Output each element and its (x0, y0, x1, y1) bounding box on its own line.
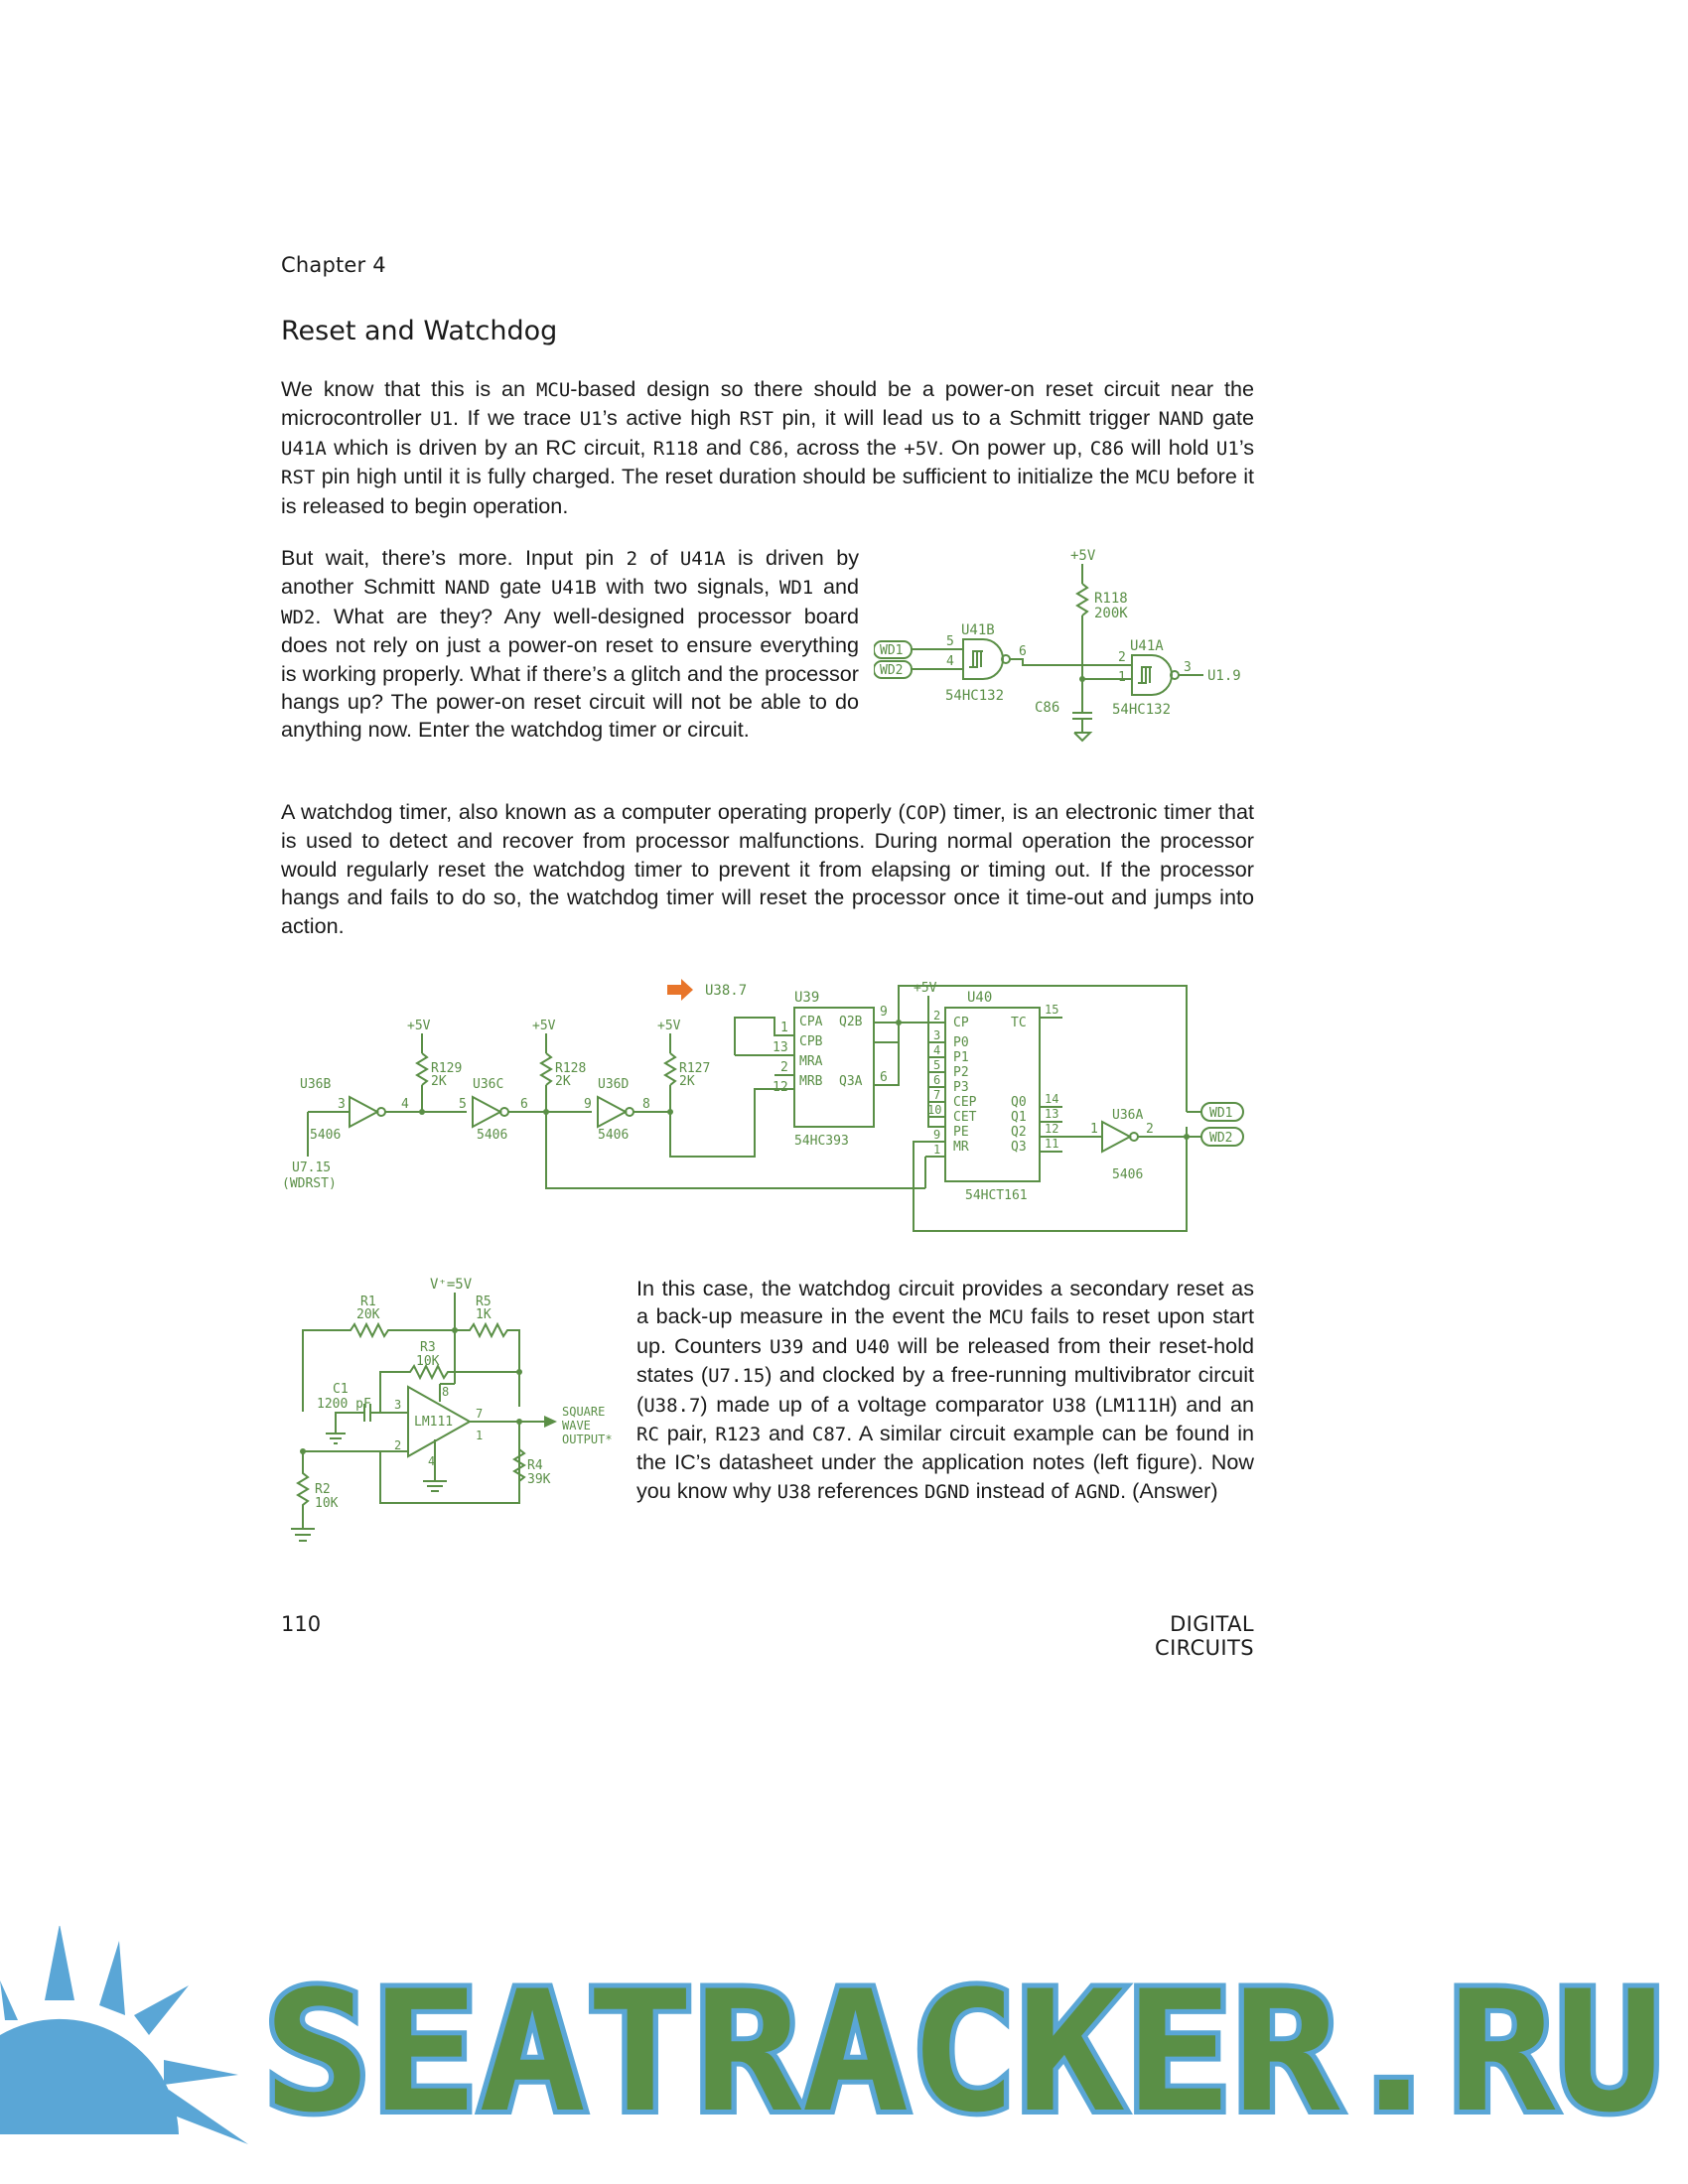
svg-text:CET: CET (953, 1110, 977, 1125)
inline-code: C86 (1089, 437, 1125, 460)
text-run: which is driven by an RC circuit, (326, 434, 653, 460)
u36b-inverter (350, 1097, 377, 1127)
u41b-gate (963, 639, 1003, 679)
svg-text:10K: 10K (416, 1354, 440, 1369)
svg-text:U36B: U36B (300, 1077, 332, 1092)
page-number: 110 (281, 1612, 322, 1636)
inline-code: NAND (1158, 408, 1204, 431)
u7-15-label: U7.15 (292, 1160, 332, 1175)
c86-label: C86 (1035, 700, 1060, 716)
text-run: with two signals, (596, 574, 779, 600)
svg-text:R129: R129 (431, 1061, 463, 1076)
inline-code: R118 (652, 437, 699, 460)
svg-text:P1: P1 (953, 1050, 969, 1065)
svg-text:8: 8 (442, 1385, 450, 1399)
svg-text:2K: 2K (431, 1074, 447, 1089)
svg-text:+5V: +5V (914, 981, 937, 996)
svg-text:5406: 5406 (477, 1128, 508, 1143)
svg-text:7: 7 (476, 1407, 484, 1421)
text-run: pair, (658, 1421, 716, 1446)
text-run: and (813, 574, 859, 600)
svg-text:8: 8 (642, 1097, 650, 1112)
svg-text:CP: CP (953, 1016, 969, 1030)
text-run: references (810, 1477, 924, 1503)
paragraph-watchdog-intro (281, 544, 859, 745)
wd1-tag: WD1 (880, 643, 904, 658)
svg-text:CEP: CEP (953, 1095, 977, 1110)
inline-code: MCU (1135, 467, 1171, 489)
svg-text:4: 4 (401, 1097, 409, 1112)
text-run: instead of (969, 1477, 1075, 1503)
multivibrator-figure (281, 1273, 624, 1561)
inline-code: 2 (626, 548, 638, 570)
inline-code: U38 (776, 1480, 811, 1503)
svg-text:7: 7 (933, 1088, 941, 1102)
inline-code: U41A (679, 548, 726, 570)
watermark (0, 1926, 1688, 2184)
inline-code: NAND (444, 577, 491, 600)
inline-code: U1 (579, 408, 603, 431)
u36c-inverter (473, 1097, 500, 1127)
u39-label: U39 (794, 990, 820, 1006)
svg-text:U36A: U36A (1112, 1108, 1144, 1123)
u41b-label: U41B (961, 622, 995, 638)
text-run: ) and an (1170, 1391, 1254, 1417)
svg-text:CPA: CPA (799, 1015, 823, 1029)
chapter-label: Chapter 4 (281, 253, 386, 277)
u36d-inverter (598, 1097, 626, 1127)
svg-text:2: 2 (933, 1009, 941, 1023)
svg-text:+5V: +5V (532, 1019, 556, 1033)
u40-label: U40 (967, 990, 993, 1006)
inline-code: LM111H (1101, 1394, 1171, 1417)
svg-text:TC: TC (1011, 1016, 1027, 1030)
text-run: -based design so there should be a power-on reset circuit near the microcontroller (281, 376, 1254, 431)
svg-text:P3: P3 (953, 1080, 969, 1095)
svg-text:2: 2 (780, 1060, 788, 1075)
svg-text:6: 6 (880, 1070, 888, 1085)
watchdog-circuit-figure (278, 968, 1271, 1246)
inline-code: U7.15 (708, 1365, 766, 1388)
inline-code: U40 (855, 1335, 890, 1358)
svg-text:LM111: LM111 (414, 1415, 454, 1430)
text-run: will be released from their reset-hold states ( (636, 1332, 1255, 1388)
inline-code: R123 (715, 1424, 762, 1446)
svg-text:54HCT161: 54HCT161 (965, 1188, 1028, 1203)
text-run: ) and clocked by a free-running multivibrator circuit ( (636, 1362, 1254, 1417)
u38-7-label: U38.7 (705, 983, 748, 999)
svg-text:SQUARE: SQUARE (562, 1405, 606, 1419)
text-run: . If we trace (453, 405, 580, 431)
svg-text:2: 2 (1146, 1122, 1154, 1137)
reset-circuit-figure (874, 544, 1271, 752)
svg-text:11: 11 (1045, 1137, 1059, 1151)
svg-text:20K: 20K (356, 1307, 380, 1322)
svg-text:5: 5 (459, 1097, 467, 1112)
inline-code: RC (636, 1424, 659, 1446)
inline-code: COP (905, 802, 940, 824)
text-run: ’s (1238, 434, 1255, 460)
inline-code: AGND (1074, 1480, 1121, 1503)
running-title: DIGITAL CIRCUITS (1155, 1612, 1254, 1660)
text-run: is driven by another Schmitt (281, 545, 860, 600)
u41a-label: U41A (1130, 638, 1164, 654)
svg-text:P2: P2 (953, 1065, 969, 1080)
svg-text:9: 9 (933, 1128, 941, 1142)
svg-text:Q1: Q1 (1011, 1110, 1027, 1125)
text-run: gate (490, 574, 551, 600)
text-run: and (698, 434, 750, 460)
text-run: But wait, there’s more. Input pin (281, 545, 627, 570)
svg-text:15: 15 (1045, 1003, 1059, 1017)
u41a-gate (1132, 655, 1172, 695)
text-run: pin, it will lead us to a Schmitt trigger (773, 405, 1159, 431)
svg-text:Q3: Q3 (1011, 1140, 1027, 1155)
svg-text:5: 5 (933, 1058, 941, 1072)
svg-text:10: 10 (927, 1103, 942, 1117)
text-run: , across the (782, 434, 905, 460)
text-run: and (761, 1421, 812, 1446)
r118-value: 200K (1094, 606, 1128, 621)
inline-code: U1 (430, 408, 454, 431)
u36a-inverter (1102, 1122, 1130, 1152)
svg-text:R2: R2 (315, 1482, 331, 1497)
u1-9-label: U1.9 (1207, 668, 1241, 684)
svg-text:R3: R3 (420, 1340, 436, 1355)
svg-text:5406: 5406 (598, 1128, 630, 1143)
r118-label: R118 (1094, 591, 1128, 607)
text-run: In this case, the watchdog circuit provides a secondary reset as a back-up measure in the event the (636, 1276, 1254, 1329)
inline-code: U39 (769, 1335, 804, 1358)
svg-text:3: 3 (1184, 660, 1192, 675)
section-title: Reset and Watchdog (281, 316, 558, 346)
text-run: and (803, 1332, 856, 1358)
text-run: pin high until it is fully charged. The reset duration should be sufficient to initialize the (315, 464, 1136, 489)
svg-text:MRB: MRB (799, 1074, 823, 1089)
svg-text:2K: 2K (679, 1074, 695, 1089)
text-run: A watchdog timer, also known as a computer operating properly ( (281, 799, 906, 824)
svg-text:1K: 1K (476, 1307, 492, 1322)
inline-code: U41A (281, 437, 327, 460)
svg-text:1: 1 (476, 1429, 484, 1442)
svg-text:OUTPUT*: OUTPUT* (562, 1433, 613, 1446)
svg-text:MRA: MRA (799, 1054, 823, 1069)
svg-text:54HC132: 54HC132 (945, 688, 1005, 704)
svg-text:12: 12 (1045, 1122, 1059, 1136)
svg-text:39K: 39K (527, 1472, 551, 1487)
inline-code: C87 (811, 1424, 847, 1446)
inline-code: WD2 (281, 606, 316, 628)
wd2-tag: WD2 (1209, 1131, 1233, 1146)
svg-text:Q2: Q2 (1011, 1125, 1027, 1140)
svg-text:Q3A: Q3A (839, 1074, 863, 1089)
svg-text:9: 9 (584, 1097, 592, 1112)
inline-code: U38.7 (643, 1394, 701, 1417)
svg-text:C1: C1 (333, 1382, 349, 1397)
svg-text:3: 3 (933, 1028, 941, 1042)
inline-code: WD1 (778, 577, 814, 600)
svg-text:1: 1 (1090, 1122, 1098, 1137)
svg-text:4: 4 (933, 1043, 941, 1057)
svg-text:P0: P0 (953, 1035, 969, 1050)
svg-text:5406: 5406 (310, 1128, 342, 1143)
svg-text:Q2B: Q2B (839, 1015, 863, 1029)
text-run: ) timer, is an electronic timer that is used to detect and recover from processor malfunctions. During normal operation the processor would regularly reset the watchdog timer to prevent it from elapsing or timing out. If the processor hangs and fails to do so, the watchdog timer will reset the processor once it time-out and jumps into action. (281, 799, 1255, 938)
svg-text:10K: 10K (315, 1496, 339, 1511)
inline-code: DGND (923, 1480, 970, 1503)
svg-text:R5: R5 (476, 1295, 492, 1309)
paragraph-watchdog-definition (281, 798, 1254, 940)
svg-text:6: 6 (933, 1073, 941, 1087)
svg-text:1200 pF: 1200 pF (317, 1397, 371, 1412)
svg-text:5406: 5406 (1112, 1167, 1144, 1182)
svg-text:WAVE: WAVE (562, 1419, 591, 1433)
inline-code: U41B (550, 577, 597, 600)
text-run: before it is released to begin operation. (281, 464, 1255, 518)
svg-text:3: 3 (394, 1398, 402, 1412)
svg-text:13: 13 (1045, 1107, 1059, 1121)
svg-text:CPB: CPB (799, 1034, 823, 1049)
text-run: of (637, 545, 680, 570)
svg-text:2: 2 (1118, 650, 1126, 665)
svg-text:14: 14 (1045, 1092, 1059, 1106)
inline-code: MCU (535, 379, 571, 401)
svg-text:4: 4 (428, 1454, 436, 1468)
inline-code: +5V (904, 437, 938, 460)
inline-code: MCU (989, 1306, 1024, 1329)
svg-text:2K: 2K (555, 1074, 571, 1089)
svg-text:Q0: Q0 (1011, 1095, 1027, 1110)
svg-text:4: 4 (946, 654, 954, 669)
watermark-text: SEATRACKER.RU (263, 1955, 1663, 2149)
svg-text:2: 2 (394, 1438, 402, 1452)
svg-text:R4: R4 (527, 1458, 543, 1473)
svg-text:+5V: +5V (657, 1019, 681, 1033)
svg-text:1: 1 (780, 1021, 788, 1035)
text-run: ( (1086, 1391, 1102, 1417)
inline-code: U1 (1215, 437, 1239, 460)
text-run: fails to reset upon start up. Counters (636, 1303, 1254, 1358)
text-run: will hold (1124, 434, 1216, 460)
text-run: . On power up, (937, 434, 1090, 460)
svg-text:U36C: U36C (473, 1077, 504, 1092)
svg-text:6: 6 (1019, 644, 1027, 659)
text-run: . (Answer) (1120, 1477, 1218, 1503)
sun-logo-icon (0, 1926, 248, 2144)
svg-text:MR: MR (953, 1140, 969, 1155)
svg-text:PE: PE (953, 1125, 969, 1140)
inline-code: RST (281, 467, 316, 489)
vcc-label: V⁺=5V (430, 1277, 473, 1293)
text-run: . What are they? Any well-designed processor board does not rely on just a power-on reset to ensure everything is working properly. What if there’s a glitch and the processor hangs up? The power-on reset circuit will not be able to do anything now. Enter the watchdog timer or circuit. (281, 603, 859, 743)
inline-code: C86 (749, 437, 783, 460)
text-run: gate (1203, 405, 1254, 431)
wdrst-label: (WDRST) (282, 1176, 337, 1191)
svg-text:U36D: U36D (598, 1077, 630, 1092)
inline-code: U38 (1052, 1394, 1087, 1417)
text-run: . A similar circuit example can be found in the IC’s datasheet under the application notes (left figure). Now you know why (636, 1421, 1254, 1503)
vcc-label: +5V (1070, 548, 1096, 564)
paragraph-power-on-reset (281, 375, 1254, 520)
svg-text:+5V: +5V (407, 1019, 431, 1033)
inline-code: RST (739, 408, 774, 431)
wd2-tag: WD2 (880, 663, 904, 678)
svg-text:1: 1 (933, 1143, 941, 1157)
paragraph-watchdog-circuit (636, 1275, 1254, 1506)
svg-text:R1: R1 (360, 1295, 376, 1309)
svg-text:5: 5 (946, 634, 954, 649)
svg-text:54HC132: 54HC132 (1112, 702, 1172, 718)
svg-text:12: 12 (773, 1080, 788, 1095)
svg-text:3: 3 (338, 1097, 346, 1112)
arrow-icon (667, 979, 693, 1001)
svg-text:6: 6 (520, 1097, 528, 1112)
svg-text:9: 9 (880, 1005, 888, 1020)
svg-text:1: 1 (1118, 670, 1126, 685)
svg-text:R128: R128 (555, 1061, 587, 1076)
text-run: We know that this is an (281, 376, 536, 401)
svg-text:R127: R127 (679, 1061, 711, 1076)
text-run: ) made up of a voltage comparator (700, 1391, 1053, 1417)
svg-text:54HC393: 54HC393 (794, 1134, 849, 1149)
svg-text:13: 13 (773, 1040, 788, 1055)
wd1-tag: WD1 (1209, 1106, 1233, 1121)
text-run: ’s active high (602, 405, 740, 431)
